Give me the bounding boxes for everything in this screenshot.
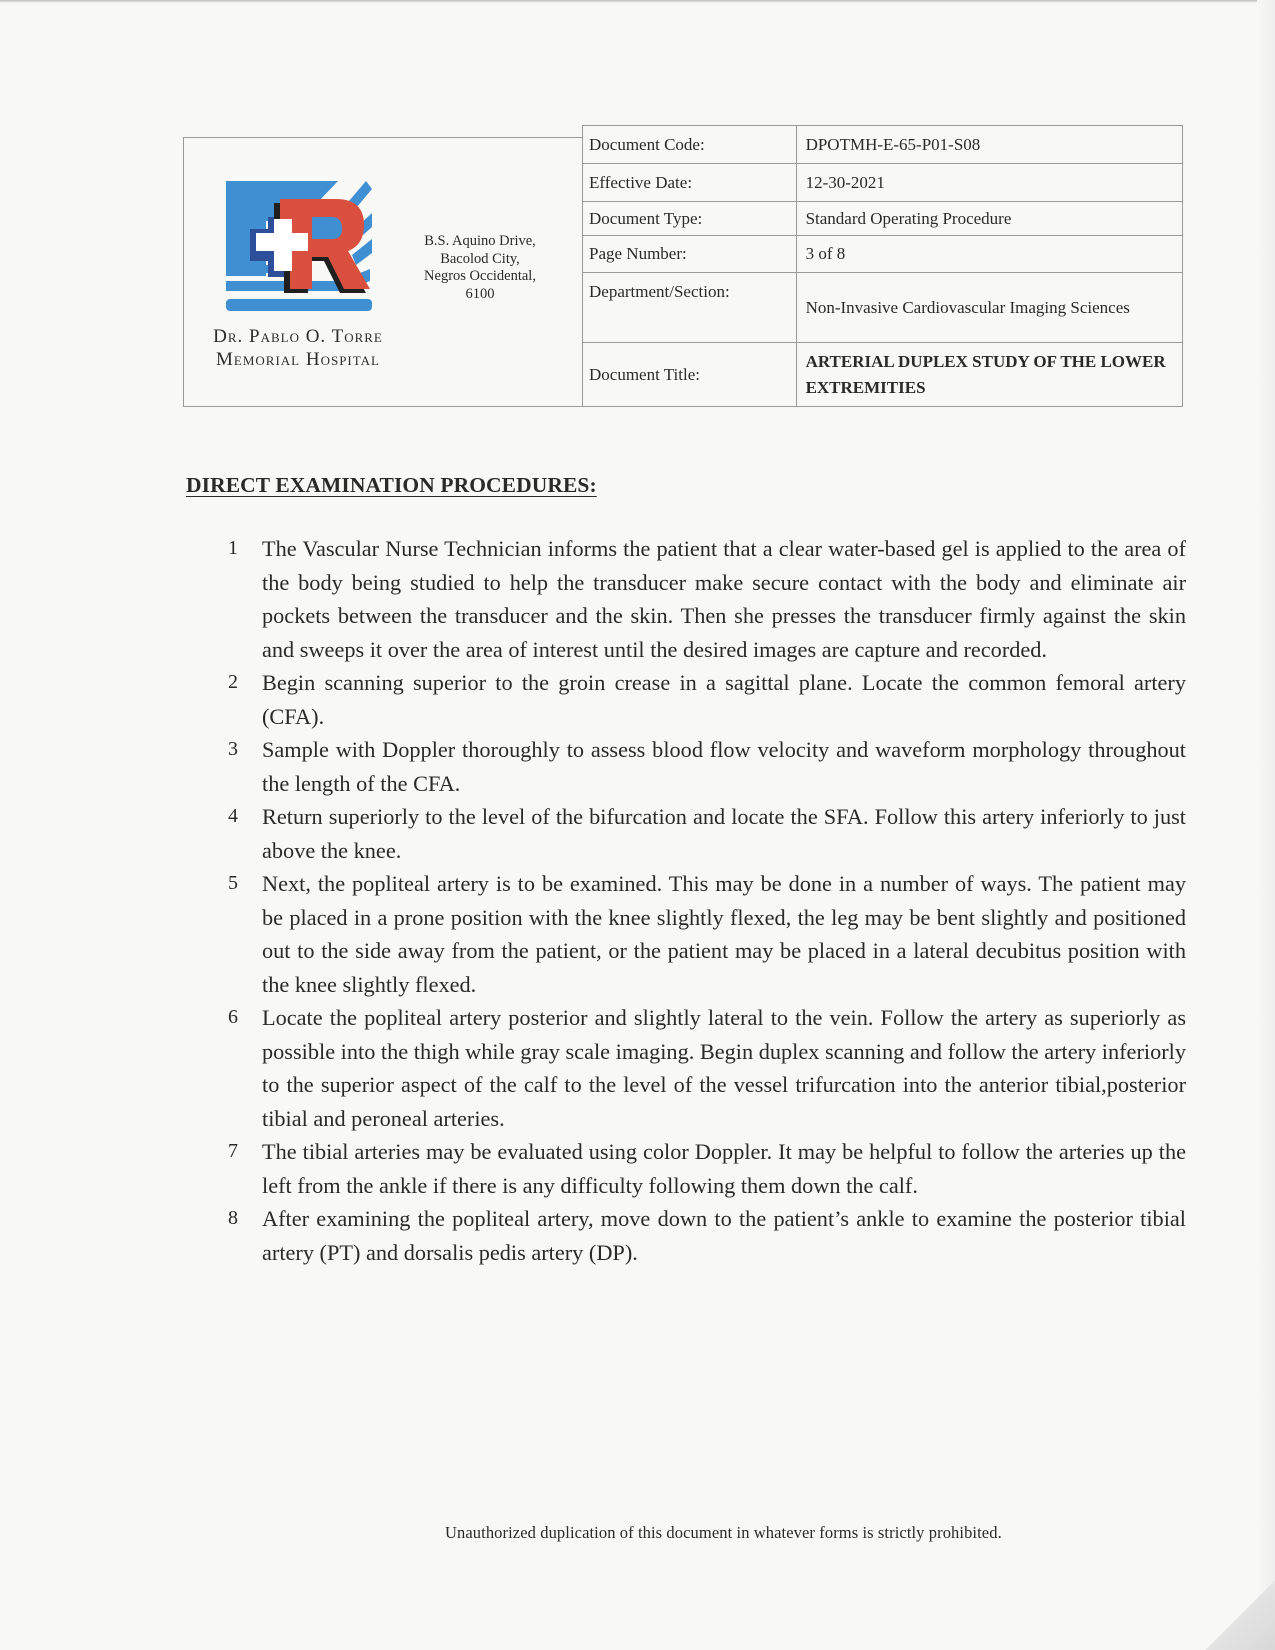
hospital-name-line1: Dr. Pablo O. Torre	[213, 326, 383, 347]
meta-value-document-title: ARTERIAL DUPLEX STUDY OF THE LOWER EXTREMITIES	[796, 343, 1182, 407]
meta-label: Department/Section:	[583, 273, 797, 343]
meta-label: Page Number:	[583, 236, 797, 273]
address-line: 6100	[465, 285, 495, 302]
meta-value-effective-date: 12-30-2021	[796, 164, 1182, 202]
step-number: 4	[228, 805, 238, 827]
meta-label: Document Title:	[583, 343, 797, 407]
hospital-address	[405, 233, 555, 305]
hospital-name-line2: Memorial Hospital	[216, 349, 380, 370]
logo-blue-left	[226, 181, 266, 276]
meta-value-department: Non-Invasive Cardiovascular Imaging Sciences	[796, 273, 1182, 343]
document-metadata-table	[582, 125, 1183, 407]
scan-right-edge	[1257, 0, 1275, 1650]
step-number: 6	[228, 1006, 238, 1028]
procedure-step	[228, 1135, 1186, 1202]
procedure-step	[228, 666, 1186, 733]
step-text: After examining the popliteal artery, move down to the patient’s ankle to examine the posterior tibial artery (PT) and dorsalis pedis artery (DP).	[262, 1206, 1186, 1265]
meta-value-document-code: DPOTMH-E-65-P01-S08	[796, 126, 1182, 164]
step-text: The tibial arteries may be evaluated using color Doppler. It may be helpful to follow the arteries up the left from the ankle if there is any difficulty following them down the calf.	[262, 1139, 1186, 1198]
meta-value-document-type: Standard Operating Procedure	[796, 202, 1182, 236]
procedure-step	[228, 800, 1186, 867]
meta-label: Effective Date:	[583, 164, 797, 202]
hospital-name	[193, 325, 403, 371]
address-line: B.S. Aquino Drive,	[424, 233, 536, 249]
step-text: Return superiorly to the level of the bifurcation and locate the SFA. Follow this artery inferiorly to just above the knee.	[262, 804, 1186, 863]
document-header	[183, 125, 1183, 407]
meta-row-document-code	[583, 126, 1183, 164]
step-number: 2	[228, 671, 238, 693]
step-number: 5	[228, 872, 238, 894]
logo-hstripe-4	[226, 299, 372, 311]
step-number: 3	[228, 738, 238, 760]
step-text: Begin scanning superior to the groin crease in a sagittal plane. Locate the common femoral artery (CFA).	[262, 670, 1186, 729]
step-number: 8	[228, 1207, 238, 1229]
logo-r-counter	[312, 217, 342, 239]
step-number: 1	[228, 537, 238, 559]
step-text: Sample with Doppler thoroughly to assess blood flow velocity and waveform morphology throughout the length of the CFA.	[262, 737, 1186, 796]
procedure-list	[228, 532, 1186, 1269]
meta-row-department	[583, 273, 1183, 343]
step-text: Next, the popliteal artery is to be examined. This may be done in a number of ways. The patient may be placed in a prone position with the knee slightly flexed, the leg may be bent slightly and positioned out to the side away from the patient, or the patient may be placed in a lateral decubitus position with the knee slightly flexed.	[262, 871, 1186, 997]
procedure-step	[228, 733, 1186, 800]
procedure-step	[228, 1001, 1186, 1135]
step-text: The Vascular Nurse Technician informs the patient that a clear water-based gel is applied to the area of the body being studied to help the transducer make secure contact with the body and eliminate air pockets between the transducer and the skin. Then she presses the transducer firmly against the skin and sweeps it over the area of interest until the desired images are capture and recorded.	[262, 536, 1186, 662]
scan-top-edge	[0, 0, 1275, 3]
meta-label: Document Code:	[583, 126, 797, 164]
procedure-step	[228, 532, 1186, 666]
meta-value-page-number: 3 of 8	[796, 236, 1182, 273]
procedure-step	[228, 1202, 1186, 1269]
meta-label: Document Type:	[583, 202, 797, 236]
address-line: Bacolod City,	[440, 250, 520, 267]
step-text: Locate the popliteal artery posterior and slightly lateral to the vein. Follow the artery as superiorly as possible into the thigh while gray scale imaging. Begin duplex scanning and follow the artery inferiorly to the superior aspect of the calf to the level of the vessel trifurcation into the anterior tibial,posterior tibial and peroneal arteries.	[262, 1005, 1186, 1131]
address-line: Negros Occidental,	[424, 268, 536, 284]
meta-row-document-type	[583, 202, 1183, 236]
meta-row-page-number	[583, 236, 1183, 273]
page-corner-curl	[1205, 1580, 1275, 1650]
meta-row-document-title	[583, 343, 1183, 407]
hospital-logo-icon	[220, 177, 376, 327]
duplication-notice: Unauthorized duplication of this document in whatever forms is strictly prohibited.	[445, 1523, 1002, 1542]
procedure-step	[228, 867, 1186, 1001]
step-number: 7	[228, 1140, 238, 1162]
meta-row-effective-date	[583, 164, 1183, 202]
section-heading: DIRECT EXAMINATION PROCEDURES:	[186, 473, 597, 497]
